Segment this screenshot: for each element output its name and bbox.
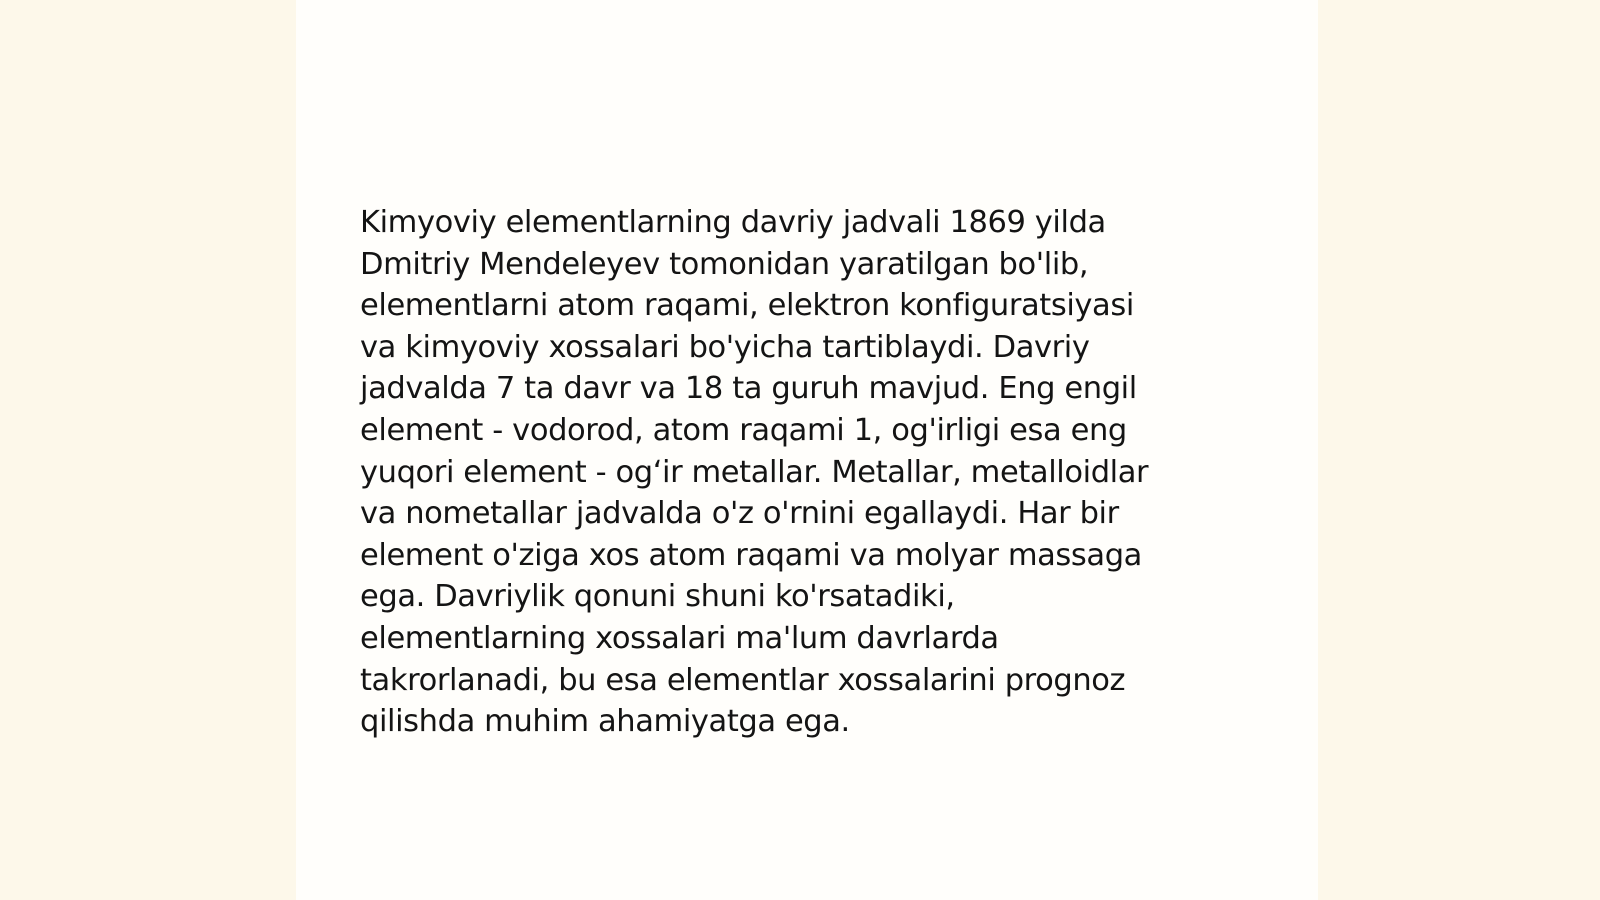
- paragraph-line-8: va nometallar jadvalda o'z o'rnini egallaydi. Har bir: [360, 496, 1119, 532]
- paragraph-line-11: elementlarning xossalari ma'lum davrlarda: [360, 620, 999, 656]
- body-paragraph: [360, 202, 1260, 743]
- paragraph-line-7: yuqori element - og‘ir metallar. Metallar, metalloidlar: [360, 454, 1149, 490]
- paragraph-line-9: element o'ziga xos atom raqami va molyar massaga: [360, 537, 1142, 573]
- paragraph-line-2: Dmitriy Mendeleyev tomonidan yaratilgan bo'lib,: [360, 246, 1089, 282]
- paragraph-line-12: takrorlanadi, bu esa elementlar xossalarini prognoz: [360, 662, 1126, 698]
- paragraph-line-5: jadvalda 7 ta davr va 18 ta guruh mavjud. Eng engil: [360, 371, 1137, 407]
- paragraph-line-13: qilishda muhim ahamiyatga ega.: [360, 704, 850, 740]
- document-page: [296, 0, 1318, 900]
- paragraph-line-1: Kimyoviy elementlarning davriy jadvali 1869 yilda: [360, 205, 1106, 240]
- paragraph-line-6: element - vodorod, atom raqami 1, og'irligi esa eng: [360, 412, 1127, 448]
- paragraph-line-3: elementlarni atom raqami, elektron konfiguratsiyasi: [360, 288, 1134, 324]
- paragraph-line-4: va kimyoviy xossalari bo'yicha tartiblaydi. Davriy: [360, 329, 1090, 365]
- paragraph-line-10: ega. Davriylik qonuni shuni ko'rsatadiki,: [360, 579, 955, 615]
